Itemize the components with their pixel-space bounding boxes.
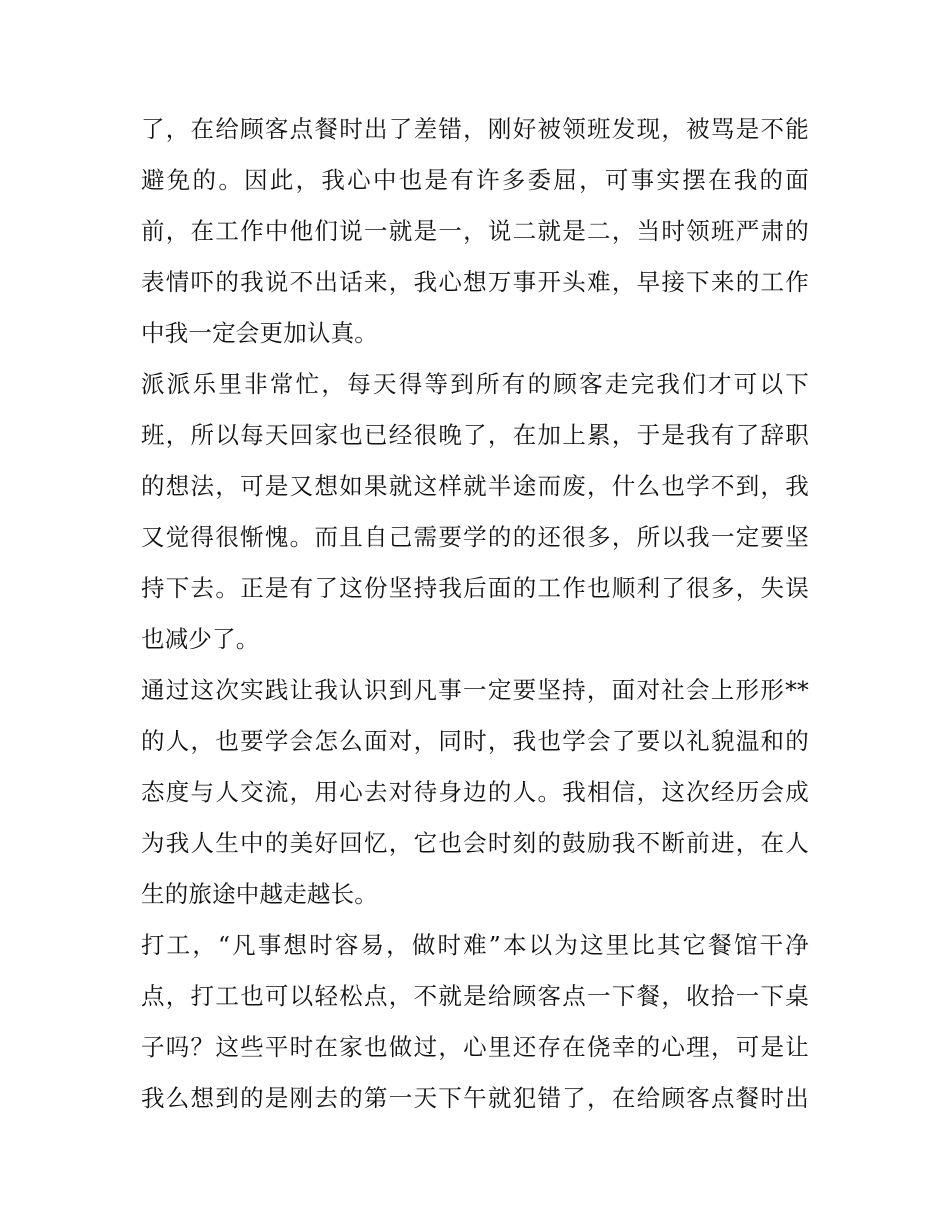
- text-line: 态度与人交流，用心去对待身边的人。我相信，这次经历会成: [141, 778, 809, 806]
- text-line: 避免的。因此，我心中也是有许多委屈，可事实摆在我的面: [141, 166, 809, 194]
- text-line: 点，打工也可以轻松点，不就是给顾客点一下餐，收拾一下桌: [141, 982, 809, 1010]
- text-line: 也减少了。: [141, 625, 260, 653]
- text-line: 生的旅途中越走越长。: [141, 880, 378, 908]
- text-line: 了，在给顾客点餐时出了差错，刚好被领班发现，被骂是不能: [141, 115, 809, 143]
- text-line: 的人，也要学会怎么面对，同时，我也学会了要以礼貌温和的: [141, 727, 809, 755]
- text-line: 中我一定会更加认真。: [141, 319, 378, 347]
- text-line: 通过这次实践让我认识到凡事一定要坚持，面对社会上形形**: [141, 676, 809, 704]
- text-line: 表情吓的我说不出话来，我心想万事开头难，早接下来的工作: [141, 268, 809, 296]
- text-line: 我么想到的是刚去的第一天下午就犯错了，在给顾客点餐时出: [141, 1084, 809, 1112]
- text-line: 前，在工作中他们说一就是一，说二就是二，当时领班严肃的: [141, 217, 809, 245]
- text-line: 持下去。正是有了这份坚持我后面的工作也顺利了很多，失误: [141, 574, 809, 602]
- text-line: 班，所以每天回家也已经很晚了，在加上累，于是我有了辞职: [141, 421, 809, 449]
- text-line: 为我人生中的美好回忆，它也会时刻的鼓励我不断前进，在人: [141, 829, 809, 857]
- text-line: 派派乐里非常忙，每天得等到所有的顾客走完我们才可以下: [141, 370, 809, 398]
- text-line: 的想法，可是又想如果就这样就半途而废，什么也学不到，我: [141, 472, 809, 500]
- text-line: 又觉得很惭愧。而且自己需要学的的还很多，所以我一定要坚: [141, 523, 809, 551]
- text-line: 打工，“凡事想时容易，做时难”本以为这里比其它餐馆干净: [141, 931, 809, 959]
- text-line: 子吗？这些平时在家也做过，心里还存在侥幸的心理，可是让: [141, 1033, 809, 1061]
